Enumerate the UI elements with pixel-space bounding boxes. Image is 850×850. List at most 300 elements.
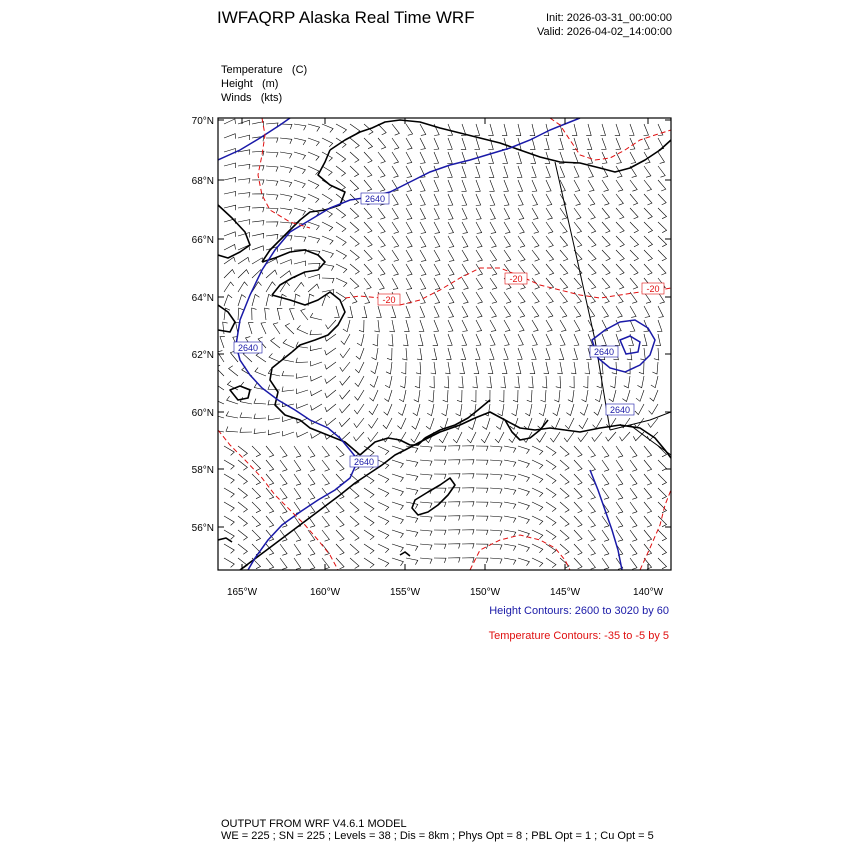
wind-barb xyxy=(325,404,336,412)
wind-barb xyxy=(448,544,460,549)
wind-barb xyxy=(224,474,234,483)
wind-barb xyxy=(373,334,378,346)
wind-barb xyxy=(266,138,278,143)
wind-barb xyxy=(644,516,652,527)
wind-barb xyxy=(411,432,420,443)
wind-barb xyxy=(255,368,266,376)
wind-barb xyxy=(516,124,521,136)
wind-barb xyxy=(476,264,483,275)
wind-barb xyxy=(546,446,556,456)
wind-barb xyxy=(420,124,426,135)
wind-barb xyxy=(420,460,432,466)
wind-barb xyxy=(517,152,522,164)
wind-barb xyxy=(428,390,434,402)
wind-barb xyxy=(364,278,371,289)
wind-barb xyxy=(336,124,347,133)
wind-barb xyxy=(378,166,385,177)
wind-barb xyxy=(355,390,365,400)
wind-barb xyxy=(566,404,574,416)
wind-barb xyxy=(238,120,249,125)
wind-barb xyxy=(252,122,264,127)
wind-barb xyxy=(238,544,247,554)
wind-barb xyxy=(462,530,474,535)
wind-barb xyxy=(356,348,364,359)
wind-barb xyxy=(517,166,522,177)
wind-barb xyxy=(404,320,409,332)
wind-barb xyxy=(656,334,661,346)
wind-barb xyxy=(238,135,250,140)
wind-barb xyxy=(311,376,323,381)
wind-barb xyxy=(448,222,454,234)
lat-label: 64°N xyxy=(191,293,214,304)
wind-barb xyxy=(224,119,236,124)
wind-barb xyxy=(252,166,264,171)
wind-barb xyxy=(518,502,529,510)
wind-barb xyxy=(504,250,511,261)
wind-barb xyxy=(420,502,432,508)
wind-barb xyxy=(280,180,292,187)
wind-barb xyxy=(556,376,561,388)
wind-barb xyxy=(560,334,565,346)
wind-barb xyxy=(644,502,652,513)
wind-barb xyxy=(644,222,653,233)
wind-barb xyxy=(391,306,396,317)
wind-barb xyxy=(340,404,351,413)
wind-barb xyxy=(651,376,658,388)
wind-barb xyxy=(574,320,580,331)
wind-barb xyxy=(280,208,292,214)
wind-barb xyxy=(476,306,482,317)
wind-barb xyxy=(588,558,595,569)
wind-barb xyxy=(405,306,410,318)
wind-barb xyxy=(616,460,623,471)
wind-barb xyxy=(504,306,511,317)
wind-barb xyxy=(546,194,552,206)
wind-barb xyxy=(266,180,278,186)
wind-barb xyxy=(359,320,364,332)
wind-barb xyxy=(294,166,305,174)
wind-barb xyxy=(419,320,424,331)
wind-barb xyxy=(602,530,609,541)
wind-barb xyxy=(308,263,320,268)
wind-barb xyxy=(280,194,292,201)
wind-barb xyxy=(462,236,468,247)
wind-barb xyxy=(487,376,492,388)
wind-barb xyxy=(355,376,364,387)
wind-barb xyxy=(226,411,238,418)
wind-barb xyxy=(475,348,480,359)
wind-barb xyxy=(573,152,578,164)
wind-barb xyxy=(252,530,261,541)
wind-barb xyxy=(658,236,667,247)
wind-barb xyxy=(403,334,408,346)
wind-barb xyxy=(238,516,247,526)
wind-barb xyxy=(350,558,359,569)
wind-barb xyxy=(516,362,521,374)
wind-barb xyxy=(350,152,359,163)
wind-barb xyxy=(269,353,280,362)
wind-barb xyxy=(392,208,398,219)
wind-barb xyxy=(406,138,412,149)
wind-barb xyxy=(406,166,412,178)
wind-barb xyxy=(532,250,539,261)
wind-barb xyxy=(630,474,637,485)
wind-barb xyxy=(658,208,667,219)
wind-barb xyxy=(559,348,564,359)
wind-barb xyxy=(476,516,488,521)
wind-barb xyxy=(490,320,496,331)
wind-barb xyxy=(637,376,644,388)
wind-barb xyxy=(476,208,481,220)
wind-barb xyxy=(336,152,346,162)
wind-barb xyxy=(462,516,474,521)
wind-barb xyxy=(448,320,453,332)
wind-barb xyxy=(633,432,644,441)
wind-barb xyxy=(308,180,319,189)
wind-barb xyxy=(416,362,421,374)
wind-barb xyxy=(350,544,359,555)
wind-barb xyxy=(461,138,466,149)
wind-barb xyxy=(658,194,666,205)
wind-barb xyxy=(504,544,516,551)
wind-barb xyxy=(553,404,560,416)
wind-barb xyxy=(602,488,609,499)
wind-barb xyxy=(532,334,537,346)
wind-barb xyxy=(414,390,420,402)
lat-label: 60°N xyxy=(191,408,214,419)
wind-barb xyxy=(238,179,250,184)
wind-barb xyxy=(588,502,595,513)
wind-barb xyxy=(308,124,320,131)
wind-barb xyxy=(467,432,476,443)
wind-barb xyxy=(498,404,504,416)
wind-barb xyxy=(252,502,261,513)
wind-barb xyxy=(308,460,315,471)
wind-barb xyxy=(602,278,610,289)
wind-barb xyxy=(462,488,474,493)
wind-barb xyxy=(434,460,446,465)
wind-barb xyxy=(224,192,236,197)
wind-barb xyxy=(443,390,448,402)
wind-barb xyxy=(544,138,549,150)
wind-barb xyxy=(406,516,418,523)
wind-barb xyxy=(238,220,250,225)
wind-barb xyxy=(392,194,398,205)
wind-barb xyxy=(322,250,333,258)
wind-barb xyxy=(434,320,439,332)
wind-barb xyxy=(406,250,412,261)
wind-barb xyxy=(560,446,569,456)
wind-barb xyxy=(406,194,412,206)
wind-barb xyxy=(530,124,535,136)
wind-barb xyxy=(364,208,372,219)
wind-barb xyxy=(578,432,588,442)
wind-barb xyxy=(518,474,529,482)
wind-barb xyxy=(658,474,667,485)
wind-barb xyxy=(503,348,508,360)
wind-barb xyxy=(630,236,639,247)
wind-barb xyxy=(238,502,247,512)
wind-barb xyxy=(431,362,436,374)
wind-barb xyxy=(560,250,568,261)
wind-barb xyxy=(504,194,509,206)
wind-barb xyxy=(280,488,287,499)
wind-barb xyxy=(649,404,658,414)
wind-barb xyxy=(434,250,440,261)
wind-barb xyxy=(294,261,306,266)
wind-barb xyxy=(560,544,569,554)
wind-barb xyxy=(266,222,278,227)
wind-barb xyxy=(532,530,543,539)
wind-barb xyxy=(476,474,488,479)
wind-barb xyxy=(336,502,344,513)
wind-barb xyxy=(490,530,502,536)
wind-barb xyxy=(630,446,637,457)
wind-barb xyxy=(616,180,623,191)
wind-barb xyxy=(369,390,378,401)
wind-barb xyxy=(280,260,292,265)
wind-barb xyxy=(311,361,322,366)
wind-barb xyxy=(462,544,474,549)
wind-barb xyxy=(490,334,495,346)
wind-barb xyxy=(238,558,247,568)
wind-barb xyxy=(504,488,516,495)
wind-barb xyxy=(560,166,565,178)
wind-barb xyxy=(322,124,333,132)
wind-barb xyxy=(462,222,468,234)
wind-barb xyxy=(462,208,467,220)
wind-barb xyxy=(432,348,437,360)
wind-barb xyxy=(294,544,301,555)
wind-barb xyxy=(644,474,652,485)
wind-barb xyxy=(476,292,482,303)
field-label-winds: Winds (kts) xyxy=(221,92,283,104)
wind-barb xyxy=(583,376,588,388)
wind-barb xyxy=(595,390,602,402)
wind-barb xyxy=(420,558,432,564)
wind-barb xyxy=(378,124,386,135)
wind-barb xyxy=(336,222,346,232)
wind-barb xyxy=(546,460,556,470)
wind-barb xyxy=(296,373,308,378)
wind-barb xyxy=(475,138,480,150)
wind-barb xyxy=(586,124,591,136)
wind-barb xyxy=(252,488,261,499)
wind-barb xyxy=(588,222,596,233)
wind-barb xyxy=(238,282,248,292)
wind-barb xyxy=(294,294,300,306)
wind-barb xyxy=(238,488,247,498)
wind-barb xyxy=(420,138,425,150)
wind-barb xyxy=(476,320,482,332)
wind-barb xyxy=(448,292,454,303)
wind-barb xyxy=(476,530,488,535)
wind-barb xyxy=(588,180,594,191)
wind-barb xyxy=(569,376,574,388)
wind-barb xyxy=(504,446,516,453)
wind-barb xyxy=(224,134,236,139)
wind-barb xyxy=(616,306,622,317)
wind-barb xyxy=(495,432,504,443)
wind-barb xyxy=(420,208,426,220)
wind-barb xyxy=(417,348,422,360)
wind-barb xyxy=(532,320,538,331)
height-label: 2640 xyxy=(364,194,386,204)
wind-barb xyxy=(238,164,250,169)
init-time: Init: 2026-03-31_00:00:00 xyxy=(546,12,672,24)
wind-barb xyxy=(504,292,511,303)
wind-barb xyxy=(532,236,539,247)
wind-barb xyxy=(630,208,638,219)
wind-barb xyxy=(434,474,446,479)
wind-barb xyxy=(240,413,252,419)
wind-barb xyxy=(350,502,359,513)
wind-barb xyxy=(448,194,453,206)
wind-barb xyxy=(308,166,319,175)
wind-barb xyxy=(532,194,538,206)
wind-barb xyxy=(476,502,488,507)
wind-barb xyxy=(574,208,581,219)
wind-barb xyxy=(420,250,426,261)
temperature-label: -20 xyxy=(382,295,396,305)
wind-barb xyxy=(392,474,403,482)
wind-barb xyxy=(308,194,319,203)
wind-barb xyxy=(368,432,378,442)
wind-barb xyxy=(448,516,460,521)
height-label: 2640 xyxy=(593,347,615,357)
wind-barb xyxy=(448,208,453,220)
wind-barb xyxy=(224,282,234,292)
wind-barb xyxy=(546,488,556,498)
wind-barb xyxy=(606,432,616,441)
wind-barb xyxy=(657,320,662,331)
wind-barb xyxy=(456,404,462,416)
wind-barb xyxy=(392,516,403,524)
wind-barb xyxy=(446,348,451,360)
wind-barb xyxy=(609,390,616,402)
wind-barb xyxy=(350,516,359,527)
wind-barb xyxy=(294,460,301,471)
wind-barb xyxy=(340,348,350,358)
wind-barb xyxy=(434,208,439,220)
wind-barb xyxy=(658,222,667,233)
wind-barb xyxy=(308,446,315,457)
wind-barb xyxy=(280,166,292,173)
wind-barb xyxy=(252,446,261,457)
wind-barb xyxy=(504,502,516,509)
wind-barb xyxy=(256,352,266,362)
wind-barb xyxy=(574,460,582,471)
wind-barb xyxy=(280,138,292,144)
wind-barb xyxy=(254,399,266,404)
temperature-contour-note: Temperature Contours: -35 to -5 by 5 xyxy=(488,630,669,642)
wind-barb xyxy=(434,180,439,192)
wind-barb xyxy=(280,294,287,306)
wind-barb xyxy=(392,488,403,496)
wind-barb xyxy=(532,460,543,469)
lat-label: 70°N xyxy=(191,116,214,127)
wind-barb xyxy=(336,250,347,259)
wind-barb xyxy=(280,474,287,485)
wind-barb xyxy=(616,208,624,219)
field-label-temperature: Temperature (C) xyxy=(221,64,308,76)
wind-barb xyxy=(406,544,418,551)
wind-barb xyxy=(372,348,379,360)
wind-barb xyxy=(290,309,295,321)
lat-label: 58°N xyxy=(191,465,214,476)
wind-barb xyxy=(630,292,637,303)
wind-barb xyxy=(308,284,319,292)
wind-barb xyxy=(565,418,574,429)
wind-barb xyxy=(448,530,460,535)
wind-barb xyxy=(282,371,294,376)
wind-barb xyxy=(252,246,264,251)
wind-barb xyxy=(616,222,624,233)
wind-barb xyxy=(268,430,280,435)
wind-barb xyxy=(378,236,385,247)
wind-barb xyxy=(525,404,532,416)
wind-barb xyxy=(350,250,359,260)
wind-barb xyxy=(252,294,259,306)
wind-barb xyxy=(238,270,249,278)
wind-barb xyxy=(658,544,667,555)
wind-barb xyxy=(378,264,385,275)
wind-barb xyxy=(266,558,274,569)
wind-barb xyxy=(384,390,392,402)
wind-barb xyxy=(476,488,488,493)
wind-barb xyxy=(574,488,582,499)
wind-barb xyxy=(426,418,434,429)
wind-barb xyxy=(504,460,516,467)
wind-barb xyxy=(434,292,440,304)
wind-barb xyxy=(658,166,665,177)
wind-barb xyxy=(252,207,264,212)
wind-barb xyxy=(630,222,638,233)
wind-barb xyxy=(336,236,346,246)
wind-barb xyxy=(488,124,493,136)
wind-barb xyxy=(448,502,460,507)
wind-barb xyxy=(266,474,274,485)
wind-barb xyxy=(518,320,524,331)
wind-barb xyxy=(280,271,291,278)
wind-barb xyxy=(462,446,474,451)
wind-barb xyxy=(420,516,432,522)
wind-barb xyxy=(308,544,315,555)
wind-barb xyxy=(574,502,582,513)
wind-barb xyxy=(266,502,274,513)
wind-barb xyxy=(325,418,336,426)
wind-barb xyxy=(504,320,510,331)
wind-barb xyxy=(357,334,364,346)
wind-barb xyxy=(254,429,266,434)
wind-barb xyxy=(518,292,525,303)
wind-barb xyxy=(476,194,481,206)
wind-barb xyxy=(574,306,581,317)
wind-barb xyxy=(322,558,329,569)
wind-barb xyxy=(434,278,440,289)
wind-barb xyxy=(406,292,411,304)
wind-barb xyxy=(364,516,374,526)
wind-barb xyxy=(518,460,529,468)
wind-barb xyxy=(644,306,650,318)
wind-barb xyxy=(461,180,466,192)
height-label: 2640 xyxy=(353,457,375,467)
wind-barb xyxy=(224,516,234,525)
wind-barb xyxy=(386,362,392,374)
wind-barb xyxy=(546,320,552,331)
wind-barb xyxy=(560,320,566,331)
wind-barb xyxy=(574,558,582,569)
